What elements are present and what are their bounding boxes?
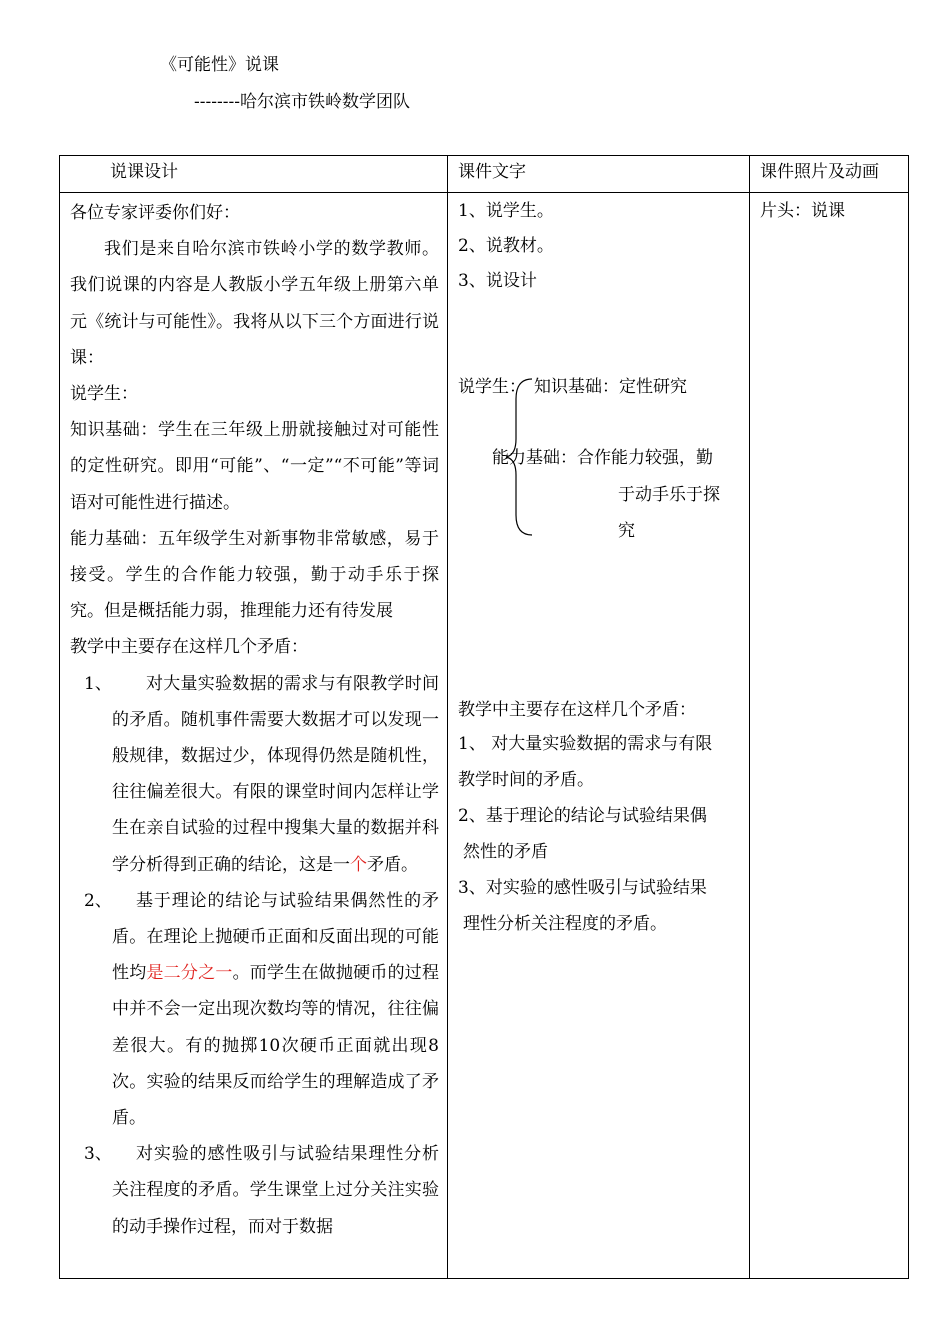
courseware-text-cell [448, 193, 750, 1279]
media-line: 片头：说课 [760, 201, 845, 221]
ability-base-line: 能力基础：合作能力较强，勤 [492, 448, 713, 468]
ability-paragraph: 能力基础：五年级学生对新事物非常敏感，易于接受。学生的合作能力较强，勤于动手乐于探究。但是概括能力弱，推理能力还有待发展 [70, 528, 439, 622]
greeting: 各位专家评委你们好： [70, 203, 240, 223]
header-cell: 课件照片及动画 [750, 156, 909, 193]
brace-label: 说学生： [458, 377, 526, 397]
header-cell: 课件文字 [448, 156, 750, 193]
contradiction-line: 理性分析关注程度的矛盾。 [463, 914, 667, 934]
item-number: 1、 [84, 673, 112, 694]
list-item: 1、 对大量实验数据的需求与有限教学时间的矛盾。随机事件需要大数据才可以发现一般规律，数据过少，体现得仍然是随机性，往往偏差很大。有限的课堂时间内怎样让学生在亲自试验的过程中搜集大量的数据并科学分析得到正确的结论，这是一个矛盾。 [70, 666, 439, 883]
media-cell [750, 193, 909, 1279]
contradiction-line: 2、基于理论的结论与试验结果偶 [458, 806, 707, 826]
contradictions-intro: 教学中主要存在这样几个矛盾： [458, 700, 696, 720]
contradiction-line: 1、 对大量实验数据的需求与有限 [458, 734, 713, 754]
item-number: 2、 [84, 890, 112, 911]
intro-paragraph: 我们是来自哈尔滨市铁岭小学的数学教师。我们说课的内容是人教版小学五年级上册第六单元《统计与可能性》。我将从以下三个方面进行说课： [70, 239, 439, 368]
students-heading: 说学生： [70, 384, 138, 405]
outline-line: 1、说学生。 [458, 201, 554, 221]
lesson-table [59, 155, 909, 1279]
list-item: 3、 对实验的感性吸引与试验结果理性分析关注程度的矛盾。学生课堂上过分关注实验的动手操作过程，而对于数据 [70, 1136, 439, 1245]
outline-line: 2、说教材。 [458, 236, 554, 256]
design-text [60, 193, 447, 1245]
list-item: 2、 基于理论的结论与试验结果偶然性的矛盾。在理论上抛硬币正面和反面出现的可能性均是二分之一。而学生在做抛硬币的过程中并不会一定出现次数均等的情况，往往偏差很大。有的抛掷10次硬币正面就出现8次。实验的结果反而给学生的理解造成了矛盾。 [70, 883, 439, 1136]
item-number: 3、 [84, 1144, 112, 1165]
contradiction-line: 教学时间的矛盾。 [458, 770, 594, 790]
header-cell: 说课设计 [60, 156, 448, 193]
contradictions-intro: 教学中主要存在这样几个矛盾： [70, 637, 308, 658]
document-subtitle: --------哈尔滨市铁岭数学团队 [194, 92, 410, 112]
knowledge-paragraph: 知识基础：学生在三年级上册就接触过对可能性的定性研究。即用“可能”、“一定”“不可能”等词语对可能性进行描述。 [70, 420, 439, 513]
document-title: 《可能性》说课 [160, 55, 279, 75]
contradiction-line: 然性的矛盾 [463, 842, 548, 862]
contradiction-line: 3、对实验的感性吸引与试验结果 [458, 878, 707, 898]
knowledge-base-line: 知识基础：定性研究 [534, 377, 687, 397]
outline-line: 3、说设计 [458, 271, 537, 291]
table-header-row [60, 156, 909, 193]
ability-base-line: 于动手乐于探 [618, 485, 720, 505]
design-cell [60, 193, 448, 1279]
table-row [60, 193, 909, 1279]
ability-base-line: 究 [618, 521, 635, 541]
